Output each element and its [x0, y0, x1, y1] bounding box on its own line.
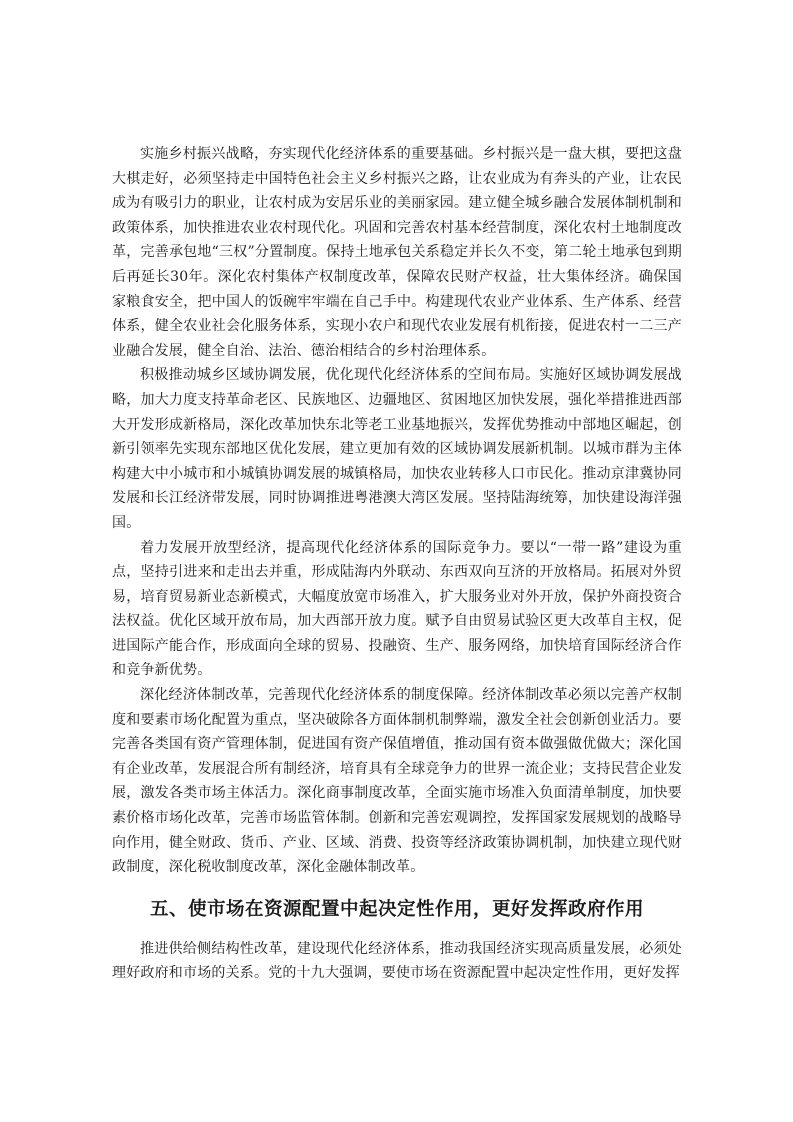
- section-heading: 五、使市场在资源配置中起决定性作用，更好发挥政府作用: [149, 898, 644, 920]
- paragraph-rural-revitalization: 实施乡村振兴战略，夯实现代化经济体系的重要基础。乡村振兴是一盘大棋，要把这盘大棋走好，必须坚持走中国特色社会主义乡村振兴之路，让农业成为有奔头的产业，让农民成为有吸引力的职业，让农村成为安居乐业的美丽家园。建立健全城乡融合发展体制机制和政策体系，加快推进农业农村现代化。巩固和完善农村基本经营制度，深化农村土地制度改革，完善承包地“三权”分置制度。保持土地承包关系稳定并长久不变，第二轮土地承包到期后再延长30年。深化农村集体产权制度改革，保障农民财产权益，壮大集体经济。确保国家粮食安全，把中国人的饭碗牢牢端在自己手中。构建现代农业产业体系、生产体系、经营体系，健全农业社会化服务体系，实现小农户和现代农业发展有机衔接，促进农村一二三产业融合发展，健全自治、法治、德治相结合的乡村治理体系。: [112, 146, 682, 359]
- document-body: [112, 142, 682, 986]
- paragraph-regional-development: 积极推动城乡区域协调发展，优化现代化经济体系的空间布局。实施好区域协调发展战略，加大力度支持革命老区、民族地区、边疆地区、贫困地区加快发展，强化举措推进西部大开发形成新格局，深化改革加快东北等老工业基地振兴，发挥优势推动中部地区崛起，创新引领率先实现东部地区优化发展，建立更加有效的区域协调发展新机制。以城市群为主体构建大中小城市和小城镇协调发展的城镇格局，加快农业转移人口市民化。推动京津冀协同发展和长江经济带发展，同时协调推进粤港澳大湾区发展。坚持陆海统筹，加快建设海洋强国。: [112, 367, 682, 531]
- paragraph-market-government: 推进供给侧结构性改革，建设现代化经济体系，推动我国经济实现高质量发展，必须处理好政府和市场的关系。党的十九大强调，要使市场在资源配置中起决定性作用，更好发挥: [112, 940, 682, 982]
- paragraph-economic-reform: 深化经济体制改革，完善现代化经济体系的制度保障。经济体制改革必须以完善产权制度和要素市场化配置为重点，坚决破除各方面体制机制弊端，激发全社会创新创业活力。要完善各类国有资产管理体制，促进国有资产保值增值，推动国有资本做强做优做大；深化国有企业改革，发展混合所有制经济，培育具有全球竞争力的世界一流企业；支持民营企业发展，激发各类市场主体活力。深化商事制度改革，全面实施市场准入负面清单制度，加快要素价格市场化改革，完善市场监管体制。创新和完善宏观调控，发挥国家发展规划的战略导向作用，健全财政、货币、产业、区域、消费、投资等经济政策协调机制，加快建立现代财政制度，深化税收制度改革，深化金融体制改革。: [112, 687, 682, 876]
- paragraph-open-economy: 着力发展开放型经济，提高现代化经济体系的国际竞争力。要以“一带一路”建设为重点，坚持引进来和走出去并重，形成陆海内外联动、东西双向互济的开放格局。拓展对外贸易，培育贸易新业态新模式，大幅度放宽市场准入，扩大服务业对外开放，保护外商投资合法权益。优化区域开放布局，加大西部开放力度。赋予自由贸易试验区更大改革自主权，促进国际产能合作，形成面向全球的贸易、投融资、生产、服务网络，加快培育国际经济合作和竞争新优势。: [112, 539, 682, 679]
